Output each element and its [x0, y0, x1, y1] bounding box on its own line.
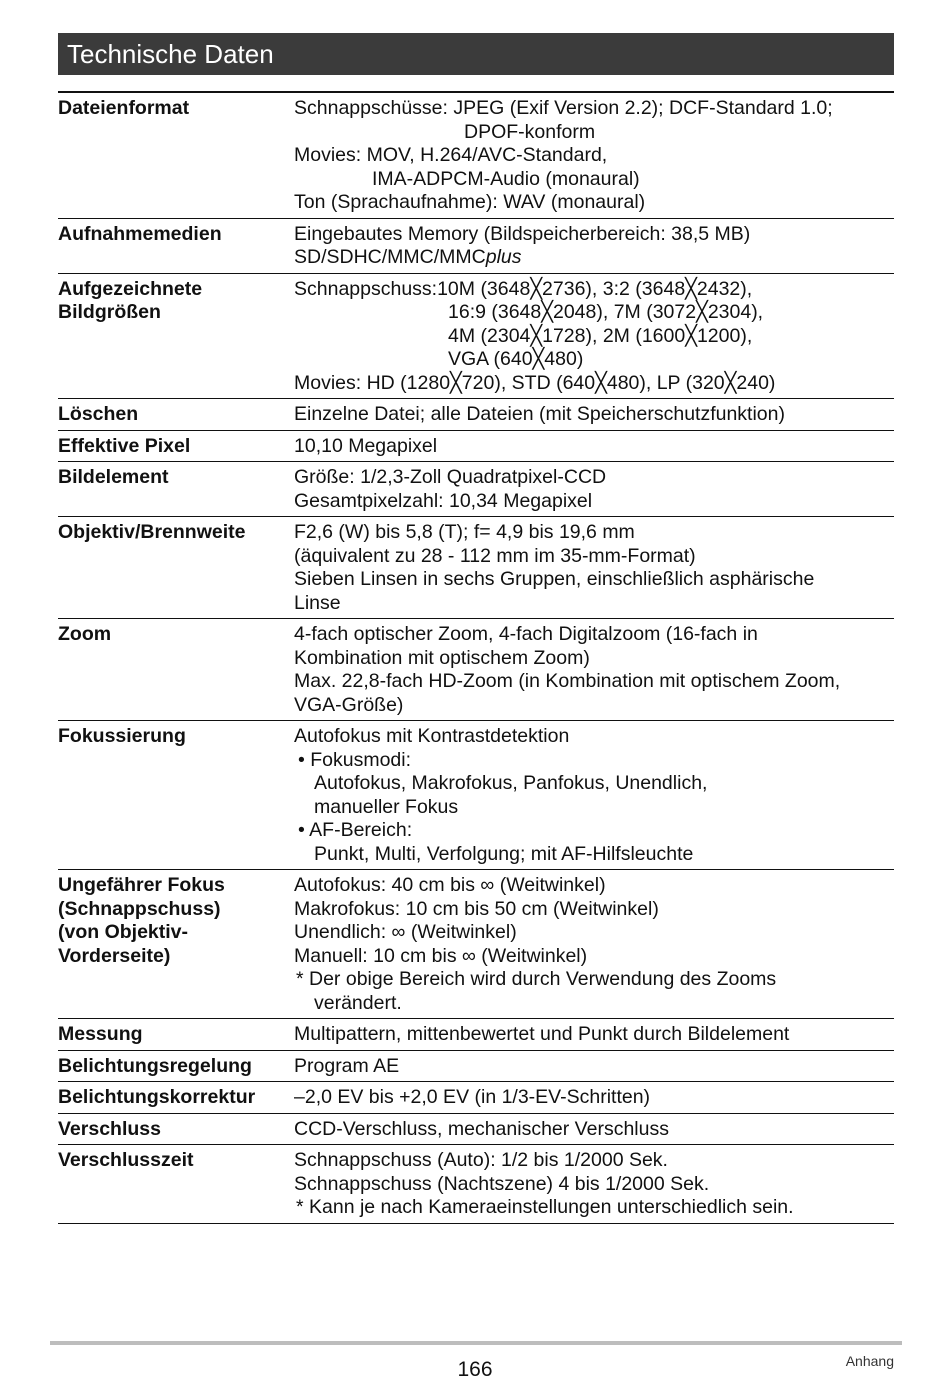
- value-line: verändert.: [314, 991, 402, 1014]
- spec-value: [294, 1148, 894, 1220]
- spec-row-belichtungskorrektur: [58, 1082, 894, 1114]
- spec-label: [58, 724, 294, 866]
- value-line: Unendlich: ∞ (Weitwinkel): [294, 921, 517, 943]
- label-line: Belichtungskorrektur: [58, 1086, 256, 1108]
- spec-label: [58, 873, 294, 1015]
- spec-value: [294, 402, 894, 427]
- value-line: Einzelne Datei; alle Dateien (mit Speicherschutzfunktion): [294, 403, 785, 425]
- label-line: Zoom: [58, 623, 112, 645]
- spec-row-aufnahmemedien: [58, 219, 894, 274]
- value-line: DPOF-konform: [464, 120, 596, 143]
- value-line: Sieben Linsen in sechs Gruppen, einschließlich asphärische: [294, 568, 815, 590]
- spec-label: [58, 465, 294, 513]
- label-line: Ungefährer Fokus: [58, 874, 225, 896]
- spec-row-dateienformat: [58, 93, 894, 219]
- spec-label: [58, 222, 294, 270]
- spec-label: [58, 520, 294, 615]
- label-line: Aufnahmemedien: [58, 222, 222, 245]
- spec-label: [58, 96, 294, 215]
- spec-value: [294, 96, 894, 215]
- label-line: Effektive Pixel: [58, 434, 191, 457]
- label-line: Vorderseite): [58, 944, 171, 967]
- label-line: Objektiv/Brennweite: [58, 521, 246, 543]
- label-line: Messung: [58, 1023, 143, 1045]
- value-line: • Fokusmodi:: [298, 748, 412, 771]
- value-line: Ton (Sprachaufnahme): WAV (monaural): [294, 191, 646, 213]
- spec-row-fokussierung: [58, 721, 894, 870]
- label-line: (von Objektiv-: [58, 921, 189, 943]
- spec-value: [294, 1054, 894, 1079]
- value-line: 16:9 (3648╳2048), 7M (3072╳2304),: [448, 301, 764, 323]
- spec-value: [294, 520, 894, 615]
- spec-value: [294, 434, 894, 459]
- value-line: Kombination mit optischem Zoom): [294, 646, 590, 669]
- spec-value: [294, 873, 894, 1015]
- value-line: (äquivalent zu 28 - 112 mm im 35-mm-Format): [294, 544, 696, 567]
- label-line: Fokussierung: [58, 725, 186, 747]
- footer-divider: [50, 1341, 902, 1345]
- spec-label: [58, 1117, 294, 1142]
- label-line: (Schnappschuss): [58, 897, 221, 920]
- spec-label: [58, 1022, 294, 1047]
- value-line: VGA-Größe): [294, 693, 404, 716]
- spec-value: [294, 1117, 894, 1142]
- value-line: Autofokus, Makrofokus, Panfokus, Unendlich,: [314, 772, 708, 794]
- value-line: Schnappschuss (Nachtszene) 4 bis 1/2000 Sek.: [294, 1172, 710, 1195]
- value-line: IMA-ADPCM-Audio (monaural): [372, 167, 640, 190]
- spec-label: [58, 402, 294, 427]
- label-line: Bildelement: [58, 466, 169, 488]
- spec-value: [294, 622, 894, 717]
- value-line: Max. 22,8-fach HD-Zoom (in Kombination mit optischem Zoom,: [294, 670, 841, 692]
- value-line: F2,6 (W) bis 5,8 (T); f= 4,9 bis 19,6 mm: [294, 521, 635, 543]
- value-line: Makrofokus: 10 cm bis 50 cm (Weitwinkel): [294, 897, 659, 920]
- value-line: Schnappschuss (Auto): 1/2 bis 1/2000 Sek.: [294, 1149, 668, 1171]
- spec-row-messung: [58, 1019, 894, 1051]
- value-line: • AF-Bereich:: [298, 819, 413, 841]
- value-line: * Der obige Bereich wird durch Verwendung des Zooms: [296, 968, 777, 990]
- spec-value: [294, 465, 894, 513]
- value-italic: plus: [485, 246, 522, 268]
- value-line: 4-fach optischer Zoom, 4-fach Digitalzoom (16-fach in: [294, 623, 758, 645]
- label-line: Aufgezeichnete: [58, 277, 203, 300]
- label-line: Bildgrößen: [58, 301, 161, 323]
- value-line: [294, 246, 894, 270]
- spec-label: [58, 1054, 294, 1079]
- value-line: manueller Fokus: [314, 795, 459, 818]
- value-line: Linse: [294, 591, 341, 614]
- value-line: Gesamtpixelzahl: 10,34 Megapixel: [294, 489, 593, 512]
- spec-row-bildgroessen: [58, 274, 894, 400]
- value-line: –2,0 EV bis +2,0 EV (in 1/3-EV-Schritten): [294, 1086, 651, 1108]
- spec-row-belichtungsregelung: [58, 1051, 894, 1083]
- spec-row-verschlusszeit: [58, 1145, 894, 1224]
- spec-row-verschluss: [58, 1114, 894, 1146]
- spec-label: [58, 434, 294, 459]
- value-line: Movies: MOV, H.264/AVC-Standard,: [294, 144, 608, 166]
- label-line: Verschlusszeit: [58, 1149, 194, 1171]
- label-line: Verschluss: [58, 1117, 161, 1140]
- spec-value: [294, 724, 894, 866]
- section-label: Anhang: [845, 1353, 894, 1369]
- value-line: Punkt, Multi, Verfolgung; mit AF-Hilfsleuchte: [314, 842, 694, 865]
- value-line: VGA (640╳480): [448, 348, 584, 370]
- page-number: 166: [457, 1358, 493, 1381]
- label-line: Löschen: [58, 403, 139, 425]
- value-line: Autofokus: 40 cm bis ∞ (Weitwinkel): [294, 874, 606, 896]
- value-line: Größe: 1/2,3-Zoll Quadratpixel-CCD: [294, 466, 607, 488]
- value-line: * Kann je nach Kameraeinstellungen unterschiedlich sein.: [296, 1196, 794, 1218]
- value-line: Movies: HD (1280╳720), STD (640╳480), LP (320╳240): [294, 371, 776, 394]
- label-line: Belichtungsregelung: [58, 1054, 252, 1077]
- spec-label: [58, 1148, 294, 1220]
- spec-value: [294, 1022, 894, 1047]
- value-line: Eingebautes Memory (Bildspeicherbereich: 38,5 MB): [294, 222, 751, 245]
- value-text: SD/SDHC/MMC/MMC: [294, 246, 486, 268]
- spec-label: [58, 277, 294, 396]
- value-line: 4M (2304╳1728), 2M (1600╳1200),: [448, 324, 753, 347]
- page-title: Technische Daten: [58, 33, 894, 75]
- value-line: Manuell: 10 cm bis ∞ (Weitwinkel): [294, 944, 588, 967]
- spec-value: [294, 277, 894, 396]
- value-line: Schnappschuss:10M (3648╳2736), 3:2 (3648╳2432),: [294, 277, 753, 300]
- value-line: Multipattern, mittenbewertet und Punkt durch Bildelement: [294, 1023, 790, 1045]
- spec-row-effektive-pixel: [58, 431, 894, 463]
- label-line: Dateienformat: [58, 97, 190, 119]
- spec-table: [58, 91, 894, 1224]
- spec-label: [58, 622, 294, 717]
- spec-label: [58, 1085, 294, 1110]
- value-line: Schnappschüsse: JPEG (Exif Version 2.2); DCF-Standard 1.0;: [294, 97, 833, 119]
- spec-value: [294, 222, 894, 270]
- spec-row-loeschen: [58, 399, 894, 431]
- value-line: Autofokus mit Kontrastdetektion: [294, 725, 570, 747]
- spec-row-objektiv: [58, 517, 894, 619]
- spec-row-bildelement: [58, 462, 894, 517]
- spec-row-zoom: [58, 619, 894, 721]
- spec-row-ungefaehrer-fokus: [58, 870, 894, 1019]
- spec-value: [294, 1085, 894, 1110]
- value-line: 10,10 Megapixel: [294, 434, 438, 457]
- value-line: CCD-Verschluss, mechanischer Verschluss: [294, 1117, 669, 1140]
- value-line: Program AE: [294, 1054, 400, 1077]
